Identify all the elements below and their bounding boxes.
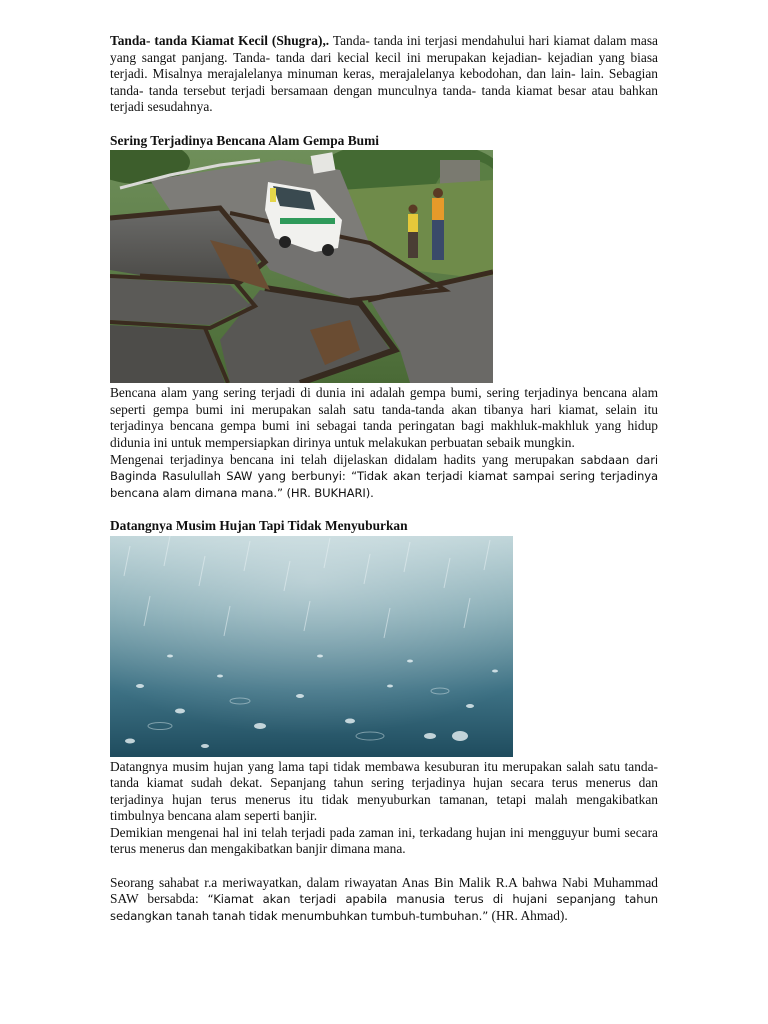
rain-paragraph-3 <box>110 875 658 925</box>
earthquake-road-photo <box>110 150 493 383</box>
rain-para3-end: (HR. Ahmad). <box>488 907 568 923</box>
rain-hadith-quote: “Kiamat akan terjadi apabila manusia terus di hujani sepanjang tahun sedangkan tanah tanah tidak menumbuhkan tumbuh-tumbuhan.” <box>110 892 658 923</box>
earthquake-paragraph-2 <box>110 452 658 502</box>
rain-para3-text: Seorang sahabat r.a meriwayatkan, dalam riwayatan Anas Bin Malik R.A bahwa Nabi Muhammad SAW bersabda: <box>110 874 658 907</box>
earthquake-paragraph-1: Bencana alam yang sering terjadi di dunia ini adalah gempa bumi, sering terjadinya bencana alam seperti gempa bumi ini merupakan salah satu tanda-tanda akan tibanya hari kiamat, selain itu terjadinya bencana gempa bumi ini sebagai tanda peringatan bagi makhluk-makhluk yang hidup didunia ini untuk mempersiapkan dirinya untuk melakukan perbuatan sebaik mungkin. <box>110 385 658 450</box>
section-heading-earthquake: Sering Terjadinya Bencana Alam Gempa Bumi <box>110 132 379 148</box>
rain-water-photo <box>110 536 513 757</box>
rain-paragraph-1: Datangnya musim hujan yang lama tapi tidak membawa kesuburan itu merupakan salah satu tanda-tanda kiamat sudah dekat. Sepanjang tahun sering terjadinya hujan secara terus menerus dan terjadinya hujan terus menerus itu tidak menyuburkan tamanan, tetapi malah mengakibatkan timbulnya bencana alam seperti banjir. <box>110 758 658 824</box>
document-page <box>110 33 658 924</box>
section-heading-rain: Datangnya Musim Hujan Tapi Tidak Menyuburkan <box>110 517 408 533</box>
intro-lead: Tanda- tanda Kiamat Kecil (Shugra),. <box>110 33 330 48</box>
rain-photo-drawing <box>110 536 513 757</box>
intro-text: Tanda- tanda ini terjasi mendahului hari kiamat dalam masa yang sangat panjang. Tanda- tanda dari kecial kecil ini merupakan kejadian- kejadian yang biasa terjadi. Misalnya merajalelanya minuman keras, merajalelanya kebodohan, dan lain- lain. Sebagian tanda- tanda tersebut terjadi bersamaan dengan munculnya tanda- tanda kiamat besar atau bahkan terjadi sesudahnya. <box>110 33 658 115</box>
earthquake-para2-text: Mengenai terjadinya bencana ini telah dijelaskan didalam hadits yang merupakan <box>110 451 581 467</box>
rain-paragraph-2: Demikian mengenai hal ini telah terjadi pada zaman ini, terkadang hujan ini mengguyur bumi secara terus menerus dan mengakibatkan banjir dimana mana. <box>110 824 658 857</box>
earthquake-hadith-quote: sabdaan dari Baginda Rasulullah SAW yang berbunyi: “Tidak akan terjadi kiamat sampai sering terjadinya bencana alam dimana mana.” (HR. BUKHARI). <box>110 452 659 500</box>
intro-paragraph <box>110 33 658 116</box>
earthquake-photo-drawing <box>110 150 493 383</box>
